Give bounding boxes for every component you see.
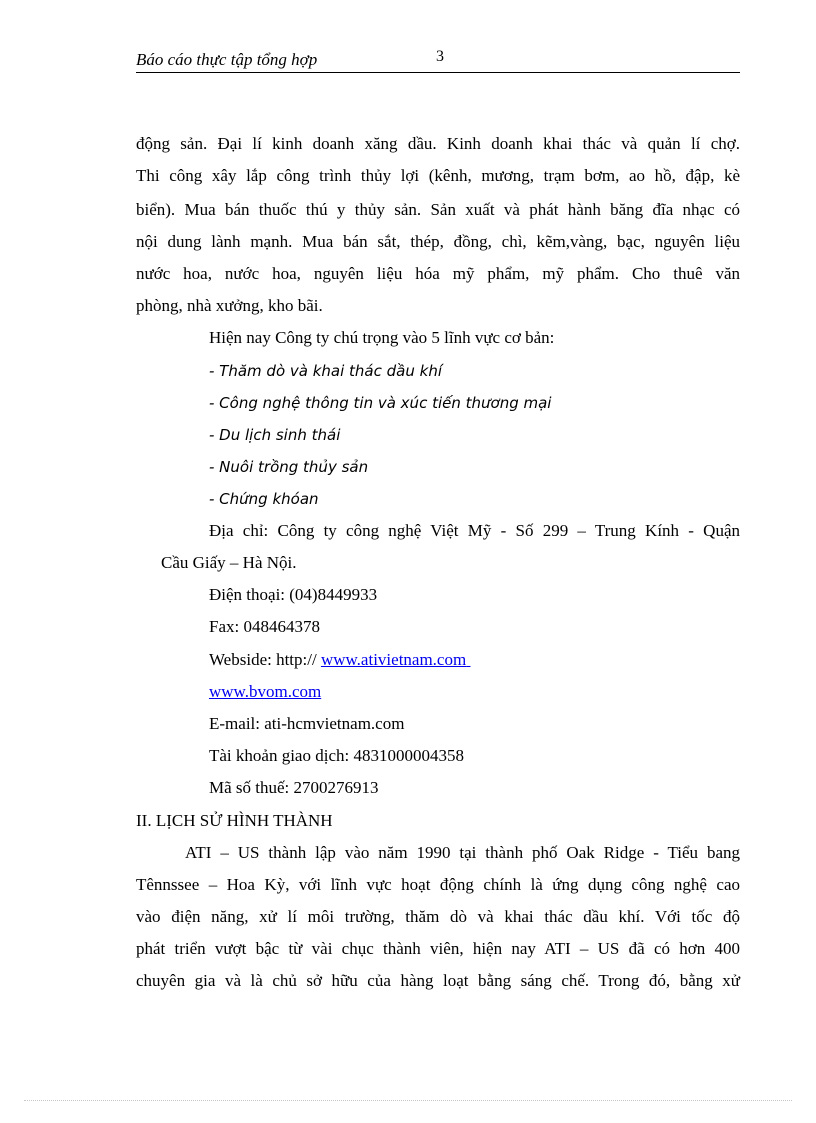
paragraph-line: biển). Mua bán thuốc thú y thủy sản. Sản xuất và phát hành băng đĩa nhạc có [136,200,740,219]
paragraph-line: nội dung lành mạnh. Mua bán sắt, thép, đồng, chì, kẽm,vàng, bạc, nguyên liệu [136,232,740,251]
field-item: - Du lịch sinh thái [209,426,341,444]
page-number: 3 [436,48,444,65]
website-link-1-trailing [466,650,470,669]
email: E-mail: ati-hcmvietnam.com [209,714,405,733]
paragraph-line: chuyên gia và là chủ sở hữu của hàng loạt bằng sáng chế. Trong đó, bằng xử [136,971,740,990]
field-item: - Thăm dò và khai thác dầu khí [209,362,442,380]
field-item: - Nuôi trồng thủy sản [209,458,369,476]
paragraph-line: vào điện năng, xử lí môi trường, thăm dò và khai thác dầu khí. Với tốc độ [136,907,740,926]
address-line: Cầu Giấy – Hà Nội. [161,553,297,572]
paragraph-line: ATI – US thành lập vào năm 1990 tại thành phố Oak Ridge - Tiểu bang [185,843,740,862]
phone: Điện thoại: (04)8449933 [209,585,378,604]
paragraph-line: Tênnssee – Hoa Kỳ, với lĩnh vực hoạt động chính là ứng dụng công nghệ cao [136,875,740,894]
page-header [136,48,740,73]
fax: Fax: 048464378 [209,617,320,636]
tax-code: Mã số thuế: 2700276913 [209,778,379,797]
fields-intro: Hiện nay Công ty chú trọng vào 5 lĩnh vực cơ bản: [209,328,555,347]
website-label: Webside: http:// [209,650,317,669]
paragraph-line: Thi công xây lắp công trình thủy lợi (kênh, mương, trạm bơm, ao hồ, đập, kè [136,166,740,185]
paragraph-line: phòng, nhà xưởng, kho bãi. [136,296,323,315]
page-bottom-divider [24,1100,792,1101]
website-link-2[interactable]: www.bvom.com [209,682,322,701]
account: Tài khoản giao dịch: 4831000004358 [209,746,464,765]
address-line: Địa chỉ: Công ty công nghệ Việt Mỹ - Số 299 – Trung Kính - Quận [209,521,740,540]
header-title: Báo cáo thực tập tổng hợp [136,50,318,69]
section-heading: II. LỊCH SỬ HÌNH THÀNH [136,811,333,830]
field-item: - Công nghệ thông tin và xúc tiến thương mại [209,394,552,412]
paragraph-line: nước hoa, nước hoa, nguyên liệu hóa mỹ phẩm, mỹ phẩm. Cho thuê văn [136,264,740,283]
paragraph-line: phát triển vượt bậc từ vài chục thành viên, hiện nay ATI – US đã có hơn 400 [136,939,740,958]
website-row [209,649,470,671]
website-row-2 [209,681,321,703]
field-item: - Chứng khóan [209,490,319,508]
website-link-1[interactable]: www.ativietnam.com [320,650,467,669]
paragraph-line: động sản. Đại lí kinh doanh xăng dầu. Kinh doanh khai thác và quản lí chợ. [136,134,740,153]
